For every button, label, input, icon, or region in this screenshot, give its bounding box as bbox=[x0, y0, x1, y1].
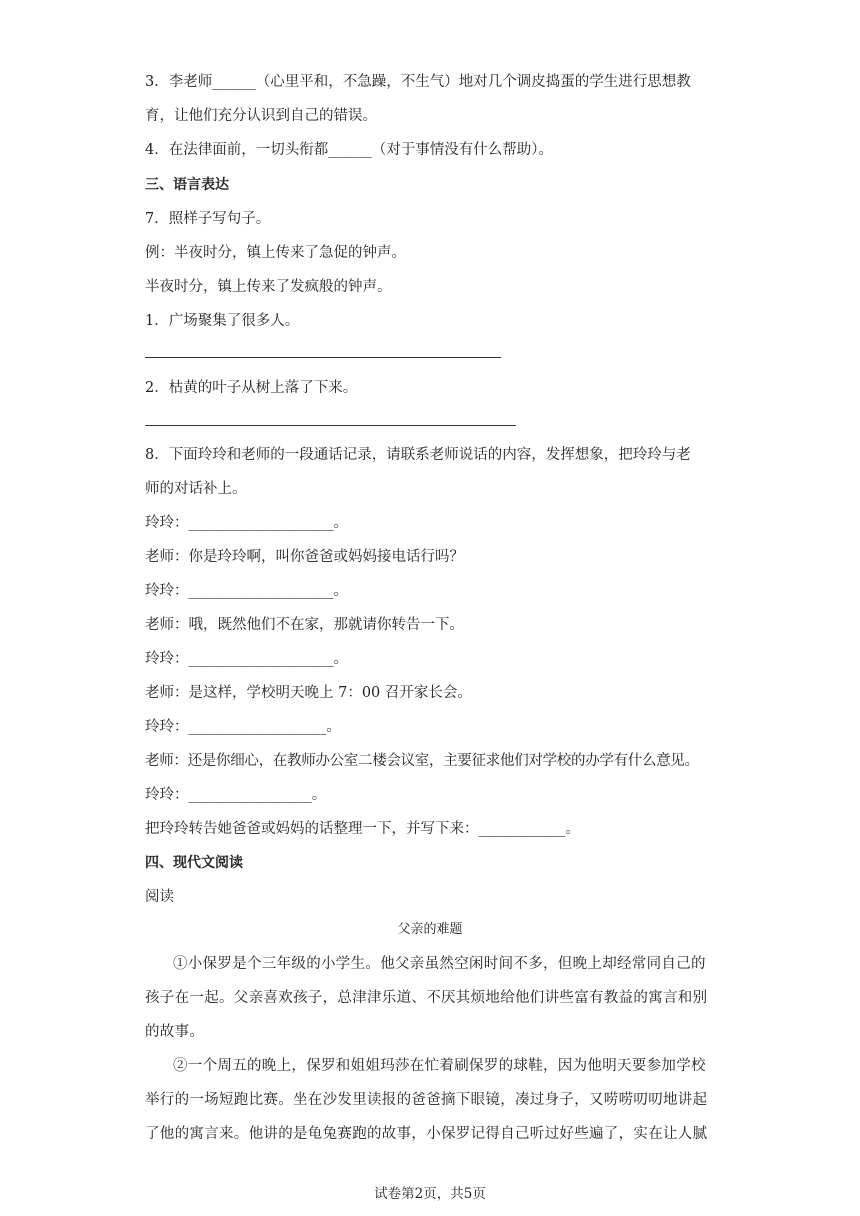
question-3-line-2: 育，让他们充分认识到自己的错误。 bbox=[145, 108, 377, 124]
question-7-example-1: 例：半夜时分，镇上传来了急促的钟声。 bbox=[145, 245, 406, 261]
answer-line-1 bbox=[145, 357, 501, 358]
dialogue-line: 玲玲：____________________。 bbox=[145, 583, 348, 599]
question-7-prompt: 7．照样子写句子。 bbox=[145, 211, 271, 227]
page-footer: 试卷第2页，共5页 bbox=[374, 1186, 486, 1202]
dialogue-line: 老师：是这样，学校明天晚上 7：00 召开家长会。 bbox=[145, 685, 472, 701]
story-paragraph-2-line: ②一个周五的晚上，保罗和姐姐玛莎在忙着刷保罗的球鞋，因为他明天要参加学校 bbox=[173, 1058, 706, 1074]
read-label: 阅读 bbox=[145, 889, 174, 905]
question-7-item-2: 2．枯黄的叶子从树上落了下来。 bbox=[145, 380, 358, 396]
story-paragraph-1-line: ①小保罗是个三年级的小学生。他父亲虽然空闲时间不多，但晚上却经常同自己的 bbox=[173, 956, 706, 972]
dialogue-line: 玲玲：_________________。 bbox=[145, 787, 327, 803]
dialogue-line: 老师：哦，既然他们不在家，那就请你转告一下。 bbox=[145, 617, 464, 633]
question-3-line-1: 3．李老师______（心里平和，不急躁，不生气）地对几个调皮捣蛋的学生进行思想教 bbox=[145, 74, 691, 90]
dialogue-line: 玲玲：____________________。 bbox=[145, 515, 348, 531]
question-7-item-1: 1．广场聚集了很多人。 bbox=[145, 313, 300, 329]
dialogue-line: 玲玲：___________________。 bbox=[145, 719, 341, 735]
story-paragraph-1-line: 孩子在一起。父亲喜欢孩子，总津津乐道、不厌其烦地给他们讲些富有教益的寓言和别 bbox=[145, 990, 708, 1006]
section-heading-language-expression: 三、语言表达 bbox=[145, 177, 229, 193]
section-heading-modern-reading: 四、现代文阅读 bbox=[145, 855, 243, 871]
dialogue-summary-prompt: 把玲玲转告她爸爸或妈妈的话整理一下，并写下来：____________。 bbox=[145, 821, 580, 837]
question-4: 4．在法律面前，一切头衔都______（对于事情没有什么帮助）。 bbox=[145, 142, 553, 158]
question-8-line-1: 8．下面玲玲和老师的一段通话记录，请联系老师说话的内容，发挥想象，把玲玲与老 bbox=[145, 447, 691, 463]
dialogue-line: 老师：还是你细心，在教师办公室二楼会议室，主要征求他们对学校的办学有什么意见。 bbox=[145, 753, 699, 769]
question-8-line-2: 师的对话补上。 bbox=[145, 481, 247, 497]
question-7-example-2: 半夜时分，镇上传来了发疯般的钟声。 bbox=[145, 279, 392, 295]
story-paragraph-1-line: 的故事。 bbox=[145, 1024, 205, 1040]
dialogue-line: 玲玲：____________________。 bbox=[145, 651, 348, 667]
dialogue-line: 老师：你是玲玲啊，叫你爸爸或妈妈接电话行吗？ bbox=[145, 549, 464, 565]
story-paragraph-2-line: 了他的寓言来。他讲的是龟兔赛跑的故事，小保罗记得自己听过好些遍了，实在让人腻 bbox=[145, 1126, 708, 1142]
story-paragraph-2-line: 举行的一场短跑比赛。坐在沙发里读报的爸爸摘下眼镜，凑过身子，又唠唠叨叨地讲起 bbox=[145, 1092, 708, 1108]
answer-line-2 bbox=[145, 425, 516, 426]
story-title: 父亲的难题 bbox=[397, 922, 463, 937]
